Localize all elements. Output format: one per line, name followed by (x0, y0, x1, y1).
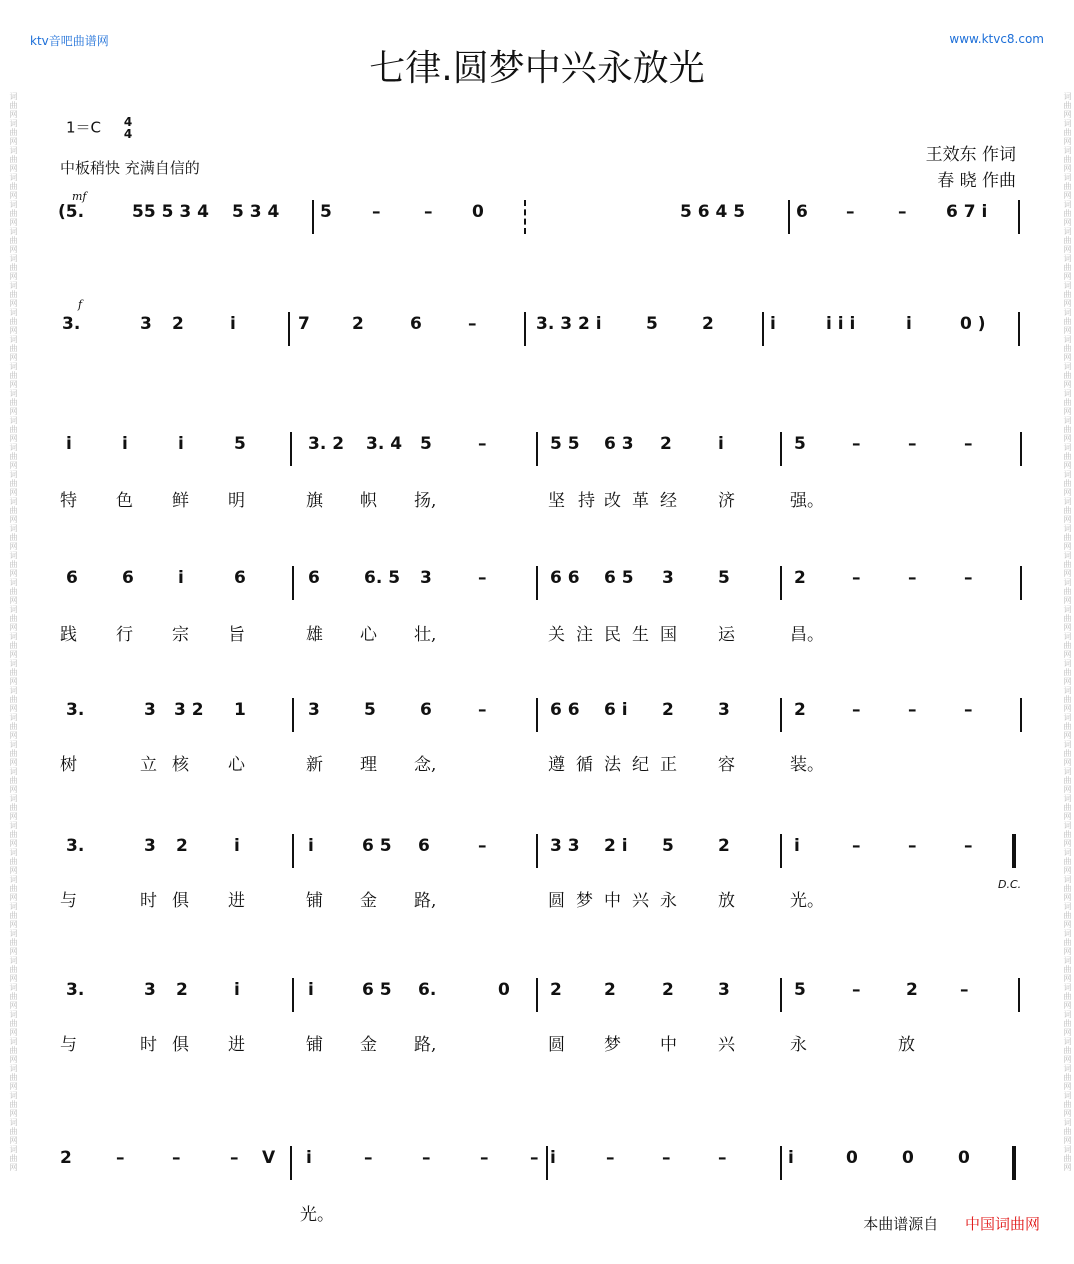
note: – (468, 314, 477, 334)
note: 3. (66, 700, 85, 720)
note: 2 (172, 314, 184, 334)
lyric-char: 俱 (172, 1035, 189, 1055)
note: 6 (122, 568, 134, 588)
note: i (122, 434, 128, 454)
lyric-row-7 (0, 1030, 1074, 1054)
note: 0 (846, 1148, 858, 1168)
lyric-char: 关 (548, 625, 565, 645)
note: 6 i (604, 700, 628, 720)
note: i (178, 568, 184, 588)
lyric-char: 俱 (172, 891, 189, 911)
note: – (852, 568, 861, 588)
barline (524, 200, 526, 234)
note: 5 (718, 568, 730, 588)
note: 3. 3 2 i (536, 314, 602, 334)
lyric-char: 光。 (300, 1205, 334, 1225)
note: i (550, 1148, 556, 1168)
lyric-char: 时 (140, 891, 157, 911)
note: 0 (958, 1148, 970, 1168)
time-bottom: 4 (123, 127, 133, 141)
lyric-char: 梦 (576, 891, 593, 911)
tempo-marking: 中板稍快 充满自信的 (60, 159, 200, 177)
note: i (308, 980, 314, 1000)
note: 5 (320, 202, 332, 222)
note: 3 (420, 568, 432, 588)
lyric-row-4 (0, 620, 1074, 644)
note: – (478, 700, 487, 720)
note: i (230, 314, 236, 334)
barline (290, 432, 292, 466)
dynamic-f: f (78, 298, 83, 311)
note: i (718, 434, 724, 454)
note: – (116, 1148, 125, 1168)
dc-marking: D.C. (998, 878, 1022, 891)
lyric-char: 路, (414, 1035, 437, 1055)
lyric-char: 永 (660, 891, 677, 911)
lyric-char: 色 (116, 491, 133, 511)
staff-row-3 (0, 432, 1074, 466)
lyric-char: 法 (604, 755, 621, 775)
lyric-char: 中 (604, 891, 621, 911)
barline (546, 1146, 548, 1180)
lyric-char: 强。 (790, 491, 824, 511)
lyric-char: 改 (604, 491, 621, 511)
time-top: 4 (123, 115, 133, 129)
lyric-char: 旨 (228, 625, 245, 645)
note: – (606, 1148, 615, 1168)
lyric-char: 行 (116, 625, 133, 645)
lyric-char: 经 (660, 491, 677, 511)
lyric-char: 铺 (306, 891, 323, 911)
lyric-char: 与 (60, 1035, 77, 1055)
lyric-char: 理 (360, 755, 377, 775)
barline (780, 698, 782, 732)
note: i (770, 314, 776, 334)
note: i (906, 314, 912, 334)
note: 2 (718, 836, 730, 856)
lyric-char: 圆 (548, 1035, 565, 1055)
source-label: 本曲谱源自 (863, 1215, 939, 1233)
note: – (908, 434, 917, 454)
lyric-char: 持 (578, 491, 595, 511)
note: 2 (550, 980, 562, 1000)
note: – (424, 202, 433, 222)
note: – (908, 568, 917, 588)
note: 3 2 (174, 700, 204, 720)
note: – (372, 202, 381, 222)
lyric-char: 光。 (790, 891, 824, 911)
lyric-char: 正 (660, 755, 677, 775)
note: i (234, 980, 240, 1000)
note: 3 (144, 700, 156, 720)
lyric-char: 帜 (360, 491, 377, 511)
note: 6 3 (604, 434, 634, 454)
note: – (230, 1148, 239, 1168)
barline (536, 834, 538, 868)
barline (1018, 312, 1020, 346)
lyric-char: 注 (576, 625, 593, 645)
barline (1018, 978, 1020, 1012)
note: 3. (66, 980, 85, 1000)
barline (536, 698, 538, 732)
lyric-char: 进 (228, 891, 245, 911)
barline (536, 978, 538, 1012)
lyric-char: 装。 (790, 755, 824, 775)
note: 5 (646, 314, 658, 334)
lyric-char: 立 (140, 755, 157, 775)
note: 6 (418, 836, 430, 856)
note: 2 (662, 980, 674, 1000)
footer-source (863, 1213, 1040, 1234)
time-signature (124, 116, 132, 140)
source-name[interactable]: 中国词曲网 (964, 1215, 1040, 1233)
note: 2 (604, 980, 616, 1000)
lyric-char: 遵 (548, 755, 565, 775)
note: 2 (794, 568, 806, 588)
barline (788, 200, 790, 234)
lyric-char: 与 (60, 891, 77, 911)
note: – (846, 202, 855, 222)
note: 0 (902, 1148, 914, 1168)
note: 5 (794, 434, 806, 454)
lyric-char: 心 (228, 755, 245, 775)
lyric-char: 新 (306, 755, 323, 775)
lyric-char: 念, (414, 755, 437, 775)
note: 6. (418, 980, 437, 1000)
note: 2 (794, 700, 806, 720)
note: – (898, 202, 907, 222)
note: i (66, 434, 72, 454)
note: – (964, 700, 973, 720)
lyric-char: 圆 (548, 891, 565, 911)
barline (292, 698, 294, 732)
note: – (964, 434, 973, 454)
note: 6. 5 (364, 568, 401, 588)
note: 3. 4 (366, 434, 403, 454)
note: 3 (718, 980, 730, 1000)
barline (1018, 200, 1020, 234)
note: – (480, 1148, 489, 1168)
note: 2 (352, 314, 364, 334)
lyric-char: 进 (228, 1035, 245, 1055)
note: 5 (364, 700, 376, 720)
lyric-char: 放 (718, 891, 735, 911)
note: – (852, 836, 861, 856)
note: 2 i (604, 836, 628, 856)
note: 2 (60, 1148, 72, 1168)
note: i (308, 836, 314, 856)
lyricist: 王效东 作词 (925, 145, 1016, 165)
lyric-char: 昌。 (790, 625, 824, 645)
note: 3 (140, 314, 152, 334)
lyric-char: 金 (360, 1035, 377, 1055)
lyric-char: 永 (790, 1035, 807, 1055)
note: 6 7 i (946, 202, 988, 222)
note: 2 (660, 434, 672, 454)
note: 6 (66, 568, 78, 588)
barline (1020, 432, 1022, 466)
barline (780, 834, 782, 868)
staff-row-2 (0, 312, 1074, 346)
lyric-char: 扬, (414, 491, 437, 511)
lyric-char: 兴 (632, 891, 649, 911)
lyric-char: 路, (414, 891, 437, 911)
note: 6 5 (362, 980, 392, 1000)
note: 2 (662, 700, 674, 720)
note: – (718, 1148, 727, 1168)
song-title: 七律.圆梦中兴永放光 (369, 48, 705, 89)
dynamic-mf: mf (72, 190, 87, 203)
lyric-char: 生 (632, 625, 649, 645)
lyric-char: 革 (632, 491, 649, 511)
note: 2 (176, 836, 188, 856)
note: – (478, 568, 487, 588)
credits (926, 142, 1016, 194)
composer: 春 晓 作曲 (937, 171, 1016, 191)
lyric-char: 时 (140, 1035, 157, 1055)
lyric-char: 壮, (414, 625, 437, 645)
note: i (788, 1148, 794, 1168)
note: 0 (472, 202, 484, 222)
note: i (234, 836, 240, 856)
note: 0 (498, 980, 510, 1000)
note: 5 (420, 434, 432, 454)
note: 55 5 3 4 (132, 202, 209, 222)
lyric-row-3 (0, 486, 1074, 510)
barline (524, 312, 526, 346)
lyric-char: 坚 (548, 491, 565, 511)
lyric-char: 循 (576, 755, 593, 775)
key-signature (66, 116, 132, 140)
lyric-char: 容 (718, 755, 735, 775)
note: – (530, 1148, 539, 1168)
lyric-char: 放 (898, 1035, 915, 1055)
note: 5 (662, 836, 674, 856)
staff-row-1 (0, 200, 1074, 234)
lyric-char: 铺 (306, 1035, 323, 1055)
lyric-char: 核 (172, 755, 189, 775)
note: 0 ) (960, 314, 986, 334)
lyric-char: 明 (228, 491, 245, 511)
note: – (908, 700, 917, 720)
note: 2 (176, 980, 188, 1000)
lyric-char: 梦 (604, 1035, 621, 1055)
note: 3. 2 (308, 434, 345, 454)
barline (288, 312, 290, 346)
note: 3. (66, 836, 85, 856)
note: 6 (410, 314, 422, 334)
note: – (964, 568, 973, 588)
barline (762, 312, 764, 346)
staff-row-8 (0, 1146, 1074, 1180)
lyric-char: 特 (60, 491, 77, 511)
note: 5 5 (550, 434, 580, 454)
barline (1012, 1146, 1016, 1180)
lyric-char: 纪 (632, 755, 649, 775)
barline (536, 566, 538, 600)
note: 6 (308, 568, 320, 588)
note: 2 (906, 980, 918, 1000)
note: – (364, 1148, 373, 1168)
note: i (306, 1148, 312, 1168)
note: 6 5 (604, 568, 634, 588)
note: 5 (794, 980, 806, 1000)
lyric-char: 践 (60, 625, 77, 645)
barline (290, 1146, 292, 1180)
note: 2 (702, 314, 714, 334)
note: 5 (234, 434, 246, 454)
lyric-char: 雄 (306, 625, 323, 645)
barline (292, 978, 294, 1012)
barline (1020, 566, 1022, 600)
note: i i i (826, 314, 856, 334)
barline (1012, 834, 1016, 868)
staff-row-4 (0, 566, 1074, 600)
lyric-char: 鲜 (172, 491, 189, 511)
barline (1020, 698, 1022, 732)
barline (780, 566, 782, 600)
lyric-char: 宗 (172, 625, 189, 645)
note: 5 3 4 (232, 202, 280, 222)
site-link-left[interactable]: ktv音吧曲谱网 (30, 34, 109, 48)
lyric-char: 济 (718, 491, 735, 511)
note: 3 (308, 700, 320, 720)
staff-row-6 (0, 834, 1074, 868)
note: – (478, 836, 487, 856)
note: – (478, 434, 487, 454)
lyric-row-6 (0, 886, 1074, 910)
note: – (422, 1148, 431, 1168)
staff-row-5 (0, 698, 1074, 732)
note: 3 (144, 980, 156, 1000)
note: i (178, 434, 184, 454)
note: – (852, 980, 861, 1000)
note: 6 (796, 202, 808, 222)
lyric-char: 树 (60, 755, 77, 775)
barline (292, 566, 294, 600)
note: i (794, 836, 800, 856)
lyric-char: 民 (604, 625, 621, 645)
lyric-char: 兴 (718, 1035, 735, 1055)
lyric-char: 运 (718, 625, 735, 645)
barline (780, 1146, 782, 1180)
note: – (908, 836, 917, 856)
barline (536, 432, 538, 466)
note: 6 5 (362, 836, 392, 856)
note: 6 (420, 700, 432, 720)
note: – (960, 980, 969, 1000)
note: – (964, 836, 973, 856)
key-label: 1＝C (66, 118, 102, 137)
note: – (852, 700, 861, 720)
barline (292, 834, 294, 868)
note: 7 (298, 314, 310, 334)
lyric-char: 心 (360, 625, 377, 645)
lyric-char: 旗 (306, 491, 323, 511)
staff-row-7 (0, 978, 1074, 1012)
note: 3 (662, 568, 674, 588)
note: 6 (234, 568, 246, 588)
note: (5. (58, 202, 85, 222)
lyric-char: 中 (660, 1035, 677, 1055)
note: 3 (718, 700, 730, 720)
site-link-right[interactable]: www.ktvc8.com (949, 32, 1044, 46)
note: 3. (62, 314, 81, 334)
side-watermark-right: 词曲网词曲网词曲网词曲网词曲网词曲网词曲网词曲网词曲网词曲网词曲网词曲网词曲网词曲网词曲网词曲网词曲网词曲网词曲网词曲网词曲网词曲网词曲网词曲网词曲网词曲网词曲网词曲网词曲网词曲网词曲网词曲网词曲网词曲网词曲网词曲网词曲网词曲网词曲网词曲网 (1063, 92, 1072, 1172)
lyric-char: 金 (360, 891, 377, 911)
note: 1 (234, 700, 246, 720)
note: – (172, 1148, 181, 1168)
barline (780, 432, 782, 466)
note: 3 3 (550, 836, 580, 856)
barline (312, 200, 314, 234)
note: 3 (144, 836, 156, 856)
lyric-char: 国 (660, 625, 677, 645)
lyric-row-5 (0, 750, 1074, 774)
side-watermark-left: 词曲网词曲网词曲网词曲网词曲网词曲网词曲网词曲网词曲网词曲网词曲网词曲网词曲网词曲网词曲网词曲网词曲网词曲网词曲网词曲网词曲网词曲网词曲网词曲网词曲网词曲网词曲网词曲网词曲网词曲网词曲网词曲网词曲网词曲网词曲网词曲网词曲网词曲网词曲网词曲网 (9, 92, 18, 1172)
note: V (262, 1148, 276, 1168)
note: 6 6 (550, 700, 580, 720)
note: 5 6 4 5 (680, 202, 746, 222)
barline (780, 978, 782, 1012)
note: – (852, 434, 861, 454)
note: – (662, 1148, 671, 1168)
note: 6 6 (550, 568, 580, 588)
